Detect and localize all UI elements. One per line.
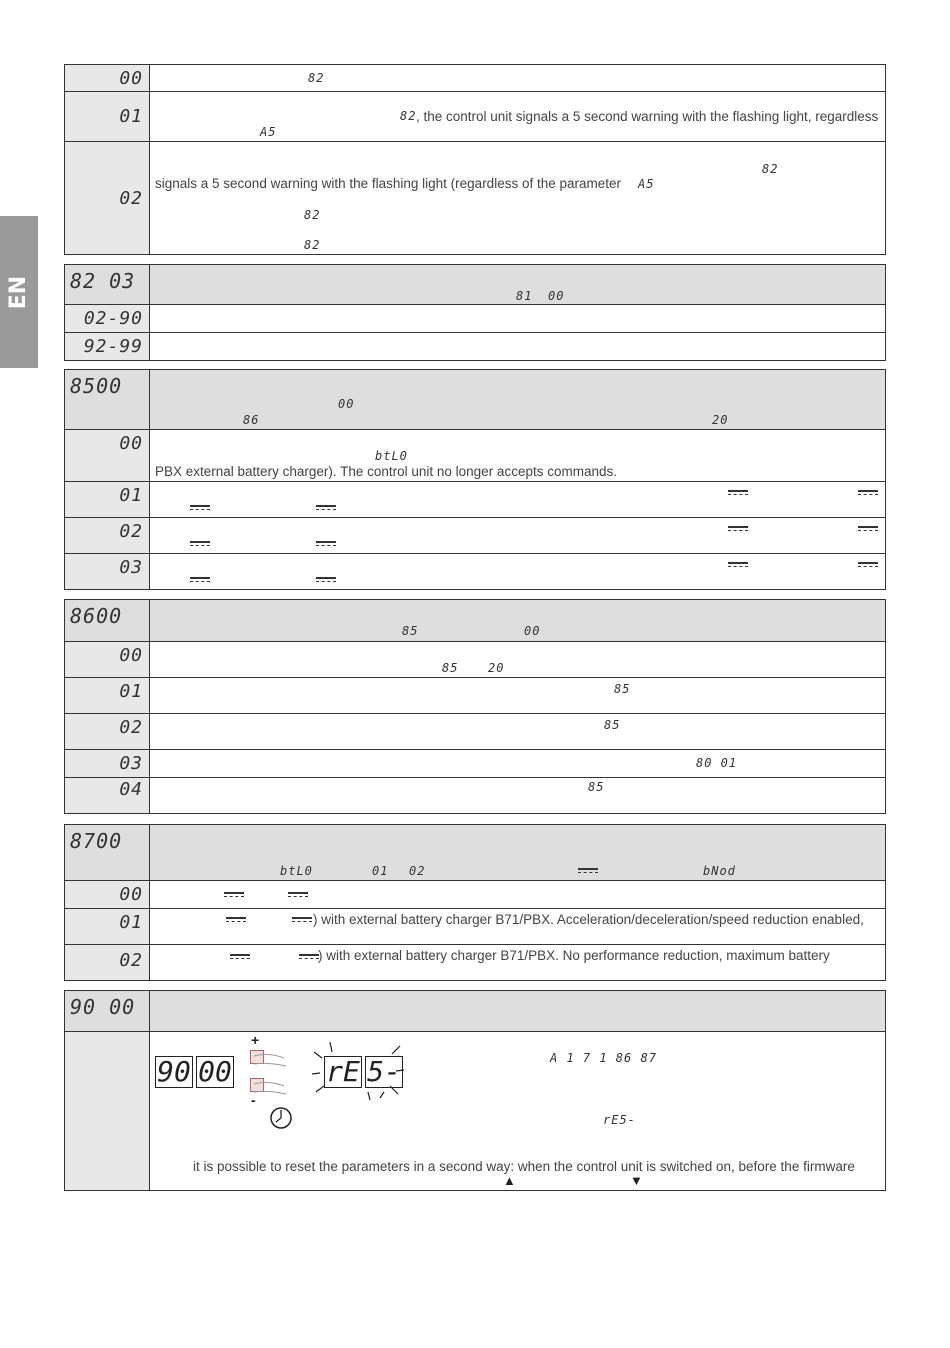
param-table-2 xyxy=(64,264,886,361)
description-text: signals a 5 second warning with the flashing light (regardless of the parameter xyxy=(155,176,622,191)
segment-text: 00 xyxy=(524,624,541,638)
table-header-row xyxy=(65,825,886,881)
dc-symbol-icon xyxy=(858,562,878,568)
description-text: it is possible to reset the parameters in a second way: when the control unit is switched on, before the firmware xyxy=(193,1159,855,1174)
param-table-4 xyxy=(64,599,886,814)
description-cell xyxy=(150,750,886,778)
table-row xyxy=(65,92,886,142)
table-header-row xyxy=(65,265,886,305)
description-cell xyxy=(150,825,886,881)
dc-symbol-icon xyxy=(292,917,312,923)
dc-symbol-icon xyxy=(190,577,210,583)
segment-text: 20 xyxy=(712,413,729,427)
segment-text: 20 xyxy=(488,661,505,675)
display-digits: 00 xyxy=(196,1056,234,1088)
up-arrow-icon: ▲ xyxy=(503,1173,516,1188)
segment-text: 82 xyxy=(400,109,417,123)
description-cell xyxy=(150,92,886,142)
value-cell: 02 xyxy=(65,945,150,981)
plus-button-label: + xyxy=(251,1032,260,1048)
description-cell xyxy=(150,642,886,678)
table-row xyxy=(65,1032,886,1191)
description-text: , the control unit signals a 5 second warning with the flashing light, regardless xyxy=(416,109,879,124)
table-row xyxy=(65,305,886,333)
param-table-5 xyxy=(64,824,886,981)
segment-text: 82 xyxy=(304,208,321,222)
value-cell: 01 xyxy=(65,678,150,714)
description-cell xyxy=(150,430,886,482)
value-cell: 02 xyxy=(65,714,150,750)
description-cell xyxy=(150,991,886,1032)
segment-text: 82 xyxy=(762,162,779,176)
description-cell xyxy=(150,1032,886,1191)
dc-symbol-icon xyxy=(288,892,308,898)
value-cell: 02-90 xyxy=(65,305,150,333)
description-cell xyxy=(150,714,886,750)
display-digits: 5- xyxy=(365,1056,403,1088)
dc-symbol-icon xyxy=(858,490,878,496)
table-row xyxy=(65,881,886,909)
dc-symbol-icon xyxy=(858,526,878,532)
dc-symbol-icon xyxy=(316,505,336,511)
dc-symbol-icon xyxy=(728,526,748,532)
param-code-cell: 8500 xyxy=(65,370,150,430)
segment-text: bNod xyxy=(703,864,736,878)
description-text: PBX external battery charger). The control unit no longer accepts commands. xyxy=(155,464,617,479)
description-cell xyxy=(150,945,886,981)
dc-symbol-icon xyxy=(190,505,210,511)
segment-text: A5 xyxy=(260,125,277,139)
param-table-1 xyxy=(64,64,886,255)
value-cell: 01 xyxy=(65,92,150,142)
table-row xyxy=(65,909,886,945)
table-row xyxy=(65,333,886,361)
table-header-row xyxy=(65,991,886,1032)
description-cell xyxy=(150,600,886,642)
segment-text: btL0 xyxy=(375,449,408,463)
dc-symbol-icon xyxy=(299,954,319,960)
description-cell xyxy=(150,65,886,92)
value-cell: 00 xyxy=(65,65,150,92)
dc-symbol-icon xyxy=(190,541,210,547)
table-row xyxy=(65,482,886,518)
value-cell: 00 xyxy=(65,642,150,678)
table-header-row xyxy=(65,600,886,642)
segment-text: 85 xyxy=(614,682,631,696)
table-row xyxy=(65,518,886,554)
value-cell: 03 xyxy=(65,750,150,778)
dc-symbol-icon xyxy=(728,562,748,568)
display-digits: rE xyxy=(324,1056,362,1088)
description-cell xyxy=(150,778,886,814)
description-cell xyxy=(150,554,886,590)
segment-text: A 1 7 1 86 87 xyxy=(550,1051,657,1065)
description-text: ) with external battery charger B71/PBX. Acceleration/deceleration/speed reduction enabled, xyxy=(313,912,864,927)
dc-symbol-icon xyxy=(316,577,336,583)
description-cell xyxy=(150,518,886,554)
table-row xyxy=(65,750,886,778)
param-table-6 xyxy=(64,990,886,1191)
value-cell xyxy=(65,1032,150,1191)
param-code-cell: 8600 xyxy=(65,600,150,642)
value-cell: 01 xyxy=(65,909,150,945)
param-code-cell: 90 00 xyxy=(65,991,150,1032)
table-row xyxy=(65,554,886,590)
dc-symbol-icon xyxy=(316,541,336,547)
value-cell: 92-99 xyxy=(65,333,150,361)
table-row xyxy=(65,945,886,981)
segment-text: 85 xyxy=(588,780,605,794)
description-text: ) with external battery charger B71/PBX. No performance reduction, maximum battery xyxy=(318,948,830,963)
down-arrow-icon: ▼ xyxy=(630,1173,643,1188)
table-row xyxy=(65,142,886,255)
segment-text: rE5- xyxy=(603,1113,636,1127)
dc-symbol-icon xyxy=(224,892,244,898)
segment-text: 01 xyxy=(372,864,389,878)
segment-text: 00 xyxy=(338,397,355,411)
segment-text: 02 xyxy=(409,864,426,878)
description-cell xyxy=(150,142,886,255)
table-row xyxy=(65,778,886,814)
table-header-row xyxy=(65,370,886,430)
segment-text: 86 xyxy=(243,413,260,427)
description-cell xyxy=(150,678,886,714)
table-row xyxy=(65,642,886,678)
description-cell xyxy=(150,881,886,909)
description-cell xyxy=(150,909,886,945)
param-code-cell: 8700 xyxy=(65,825,150,881)
segment-text: 80 01 xyxy=(696,756,738,770)
minus-button-label: - xyxy=(251,1092,256,1108)
value-cell: 03 xyxy=(65,554,150,590)
description-cell xyxy=(150,305,886,333)
segment-text: 85 xyxy=(442,661,459,675)
language-label: EN xyxy=(6,275,32,309)
finger-press-icon xyxy=(246,1046,296,1130)
dc-symbol-icon xyxy=(578,868,598,874)
value-cell: 00 xyxy=(65,430,150,482)
segment-text: btL0 xyxy=(280,864,313,878)
language-tab xyxy=(0,216,38,368)
display-digits: 90 xyxy=(155,1056,193,1088)
segment-text: 82 xyxy=(308,71,325,85)
description-cell xyxy=(150,265,886,305)
value-cell: 00 xyxy=(65,881,150,909)
dc-symbol-icon xyxy=(728,490,748,496)
segment-text: 00 xyxy=(548,289,565,303)
table-row xyxy=(65,65,886,92)
segment-text: 85 xyxy=(402,624,419,638)
segment-text: A5 xyxy=(638,177,655,191)
description-cell xyxy=(150,370,886,430)
dc-symbol-icon xyxy=(230,954,250,960)
value-cell: 02 xyxy=(65,518,150,554)
segment-text: 82 xyxy=(304,238,321,252)
param-table-3 xyxy=(64,369,886,590)
table-row xyxy=(65,714,886,750)
param-code-cell: 82 03 xyxy=(65,265,150,305)
table-row xyxy=(65,430,886,482)
value-cell: 02 xyxy=(65,142,150,255)
description-cell xyxy=(150,482,886,518)
value-cell: 04 xyxy=(65,778,150,814)
segment-text: 81 xyxy=(516,289,533,303)
segment-text: 85 xyxy=(604,718,621,732)
table-row xyxy=(65,678,886,714)
value-cell: 01 xyxy=(65,482,150,518)
dc-symbol-icon xyxy=(226,917,246,923)
description-cell xyxy=(150,333,886,361)
